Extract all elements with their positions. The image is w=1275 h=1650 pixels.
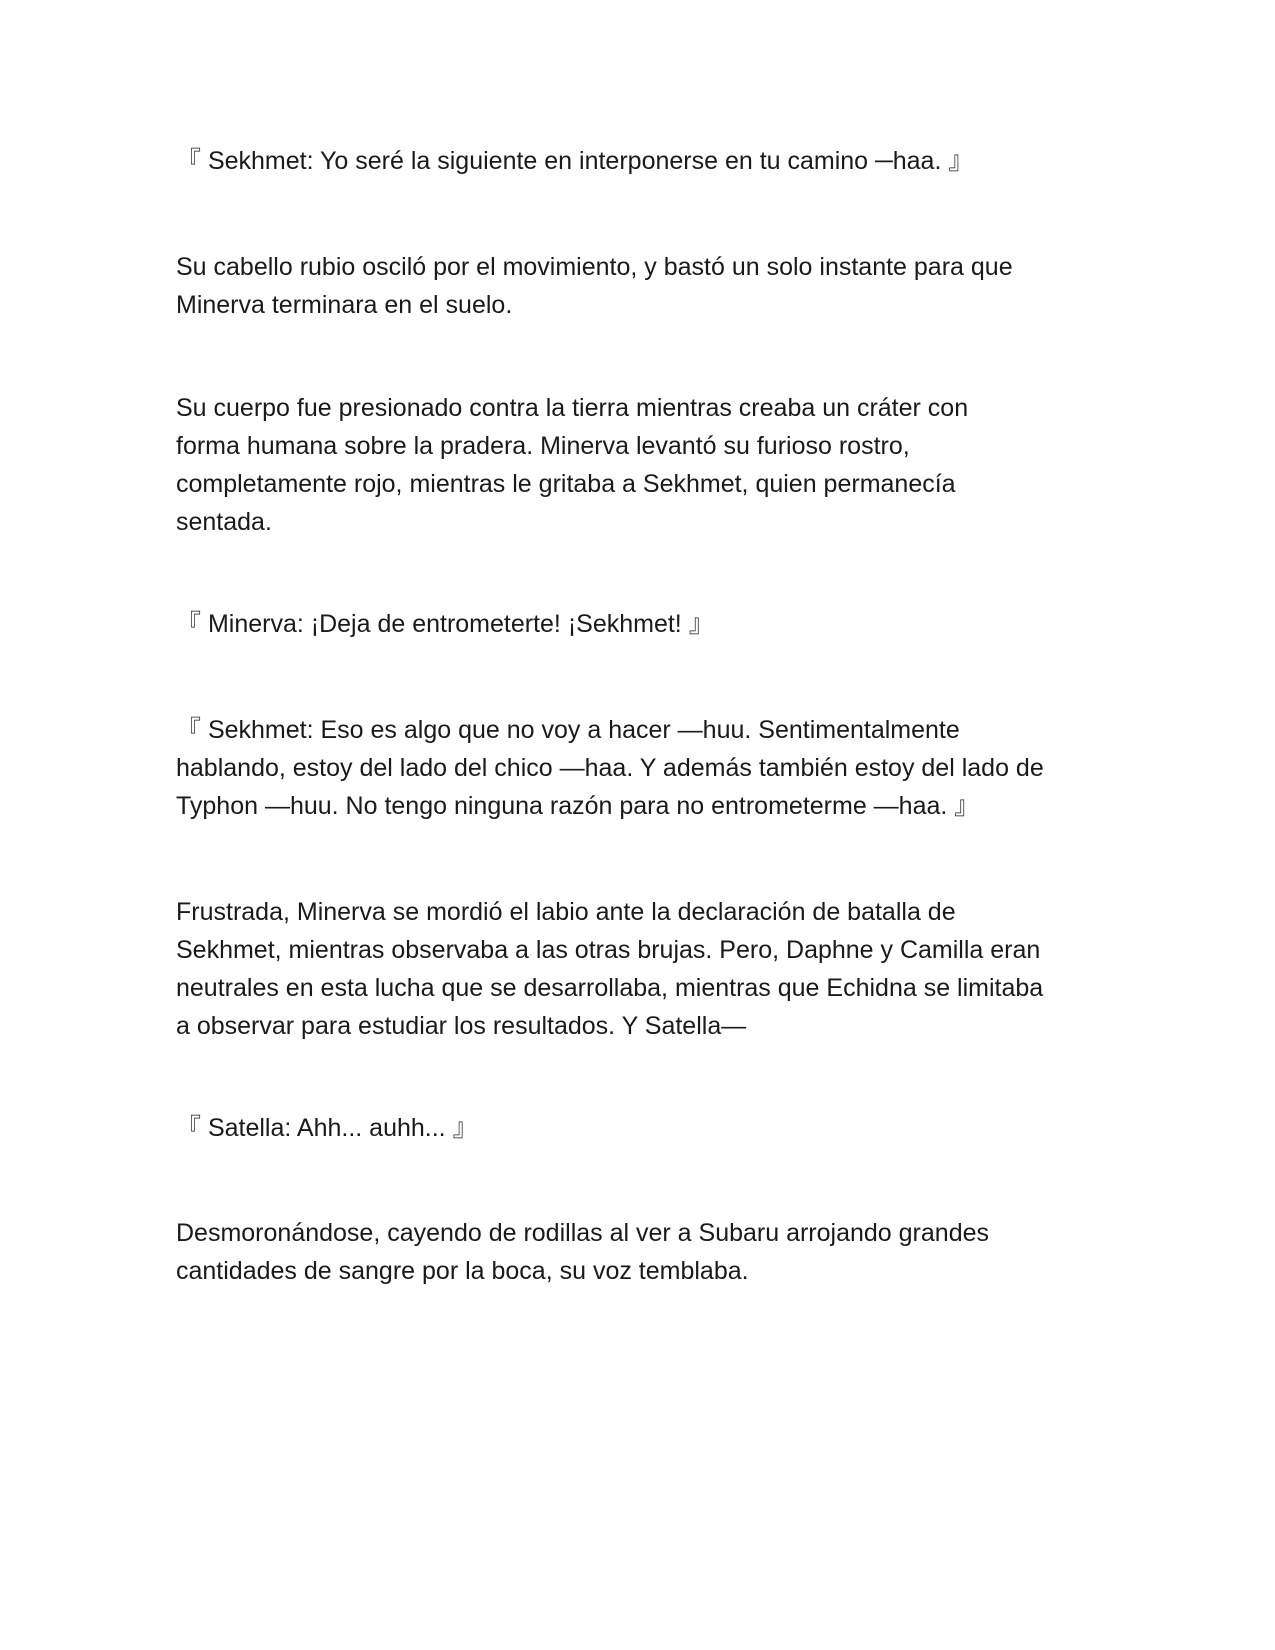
narration-paragraph-1: Su cabello rubio osciló por el movimiento, y bastó un solo instante para que Minerva terminara en el suelo.	[176, 253, 1013, 319]
dialogue-minerva: 『 Minerva: ¡Deja de entrometerte! ¡Sekhmet! 』	[176, 610, 714, 638]
narration-paragraph-2: Su cuerpo fue presionado contra la tierra mientras creaba un cráter con forma humana sobre la pradera. Minerva levantó su furioso rostro, completamente rojo, mientras le gritaba a Sekhmet, quien permanecía sentada.	[176, 394, 969, 536]
narration-paragraph-4: Desmoronándose, cayendo de rodillas al ver a Subaru arrojando grandes cantidades de sangre por la boca, su voz temblaba.	[176, 1219, 990, 1285]
dialogue-sekhmet-1: 『 Sekhmet: Yo seré la siguiente en interponerse en tu camino ─haa. 』	[176, 147, 974, 175]
dialogue-satella: 『 Satella: Ahh... auhh... 』	[176, 1114, 478, 1142]
dialogue-sekhmet-2: 『 Sekhmet: Eso es algo que no voy a hacer —huu. Sentimentalmente hablando, estoy del lado del chico —haa. Y además también estoy del lado de Typhon —huu. No tengo ninguna razón para no entrometerme —haa. 』	[176, 716, 1044, 820]
narration-paragraph-3: Frustrada, Minerva se mordió el labio ante la declaración de batalla de Sekhmet, mientras observaba a las otras brujas. Pero, Daphne y Camilla eran neutrales en esta lucha que se desarrollaba, mientras que Echidna se limitaba a observar para estudiar los resultados. Y Satella—	[176, 898, 1044, 1040]
